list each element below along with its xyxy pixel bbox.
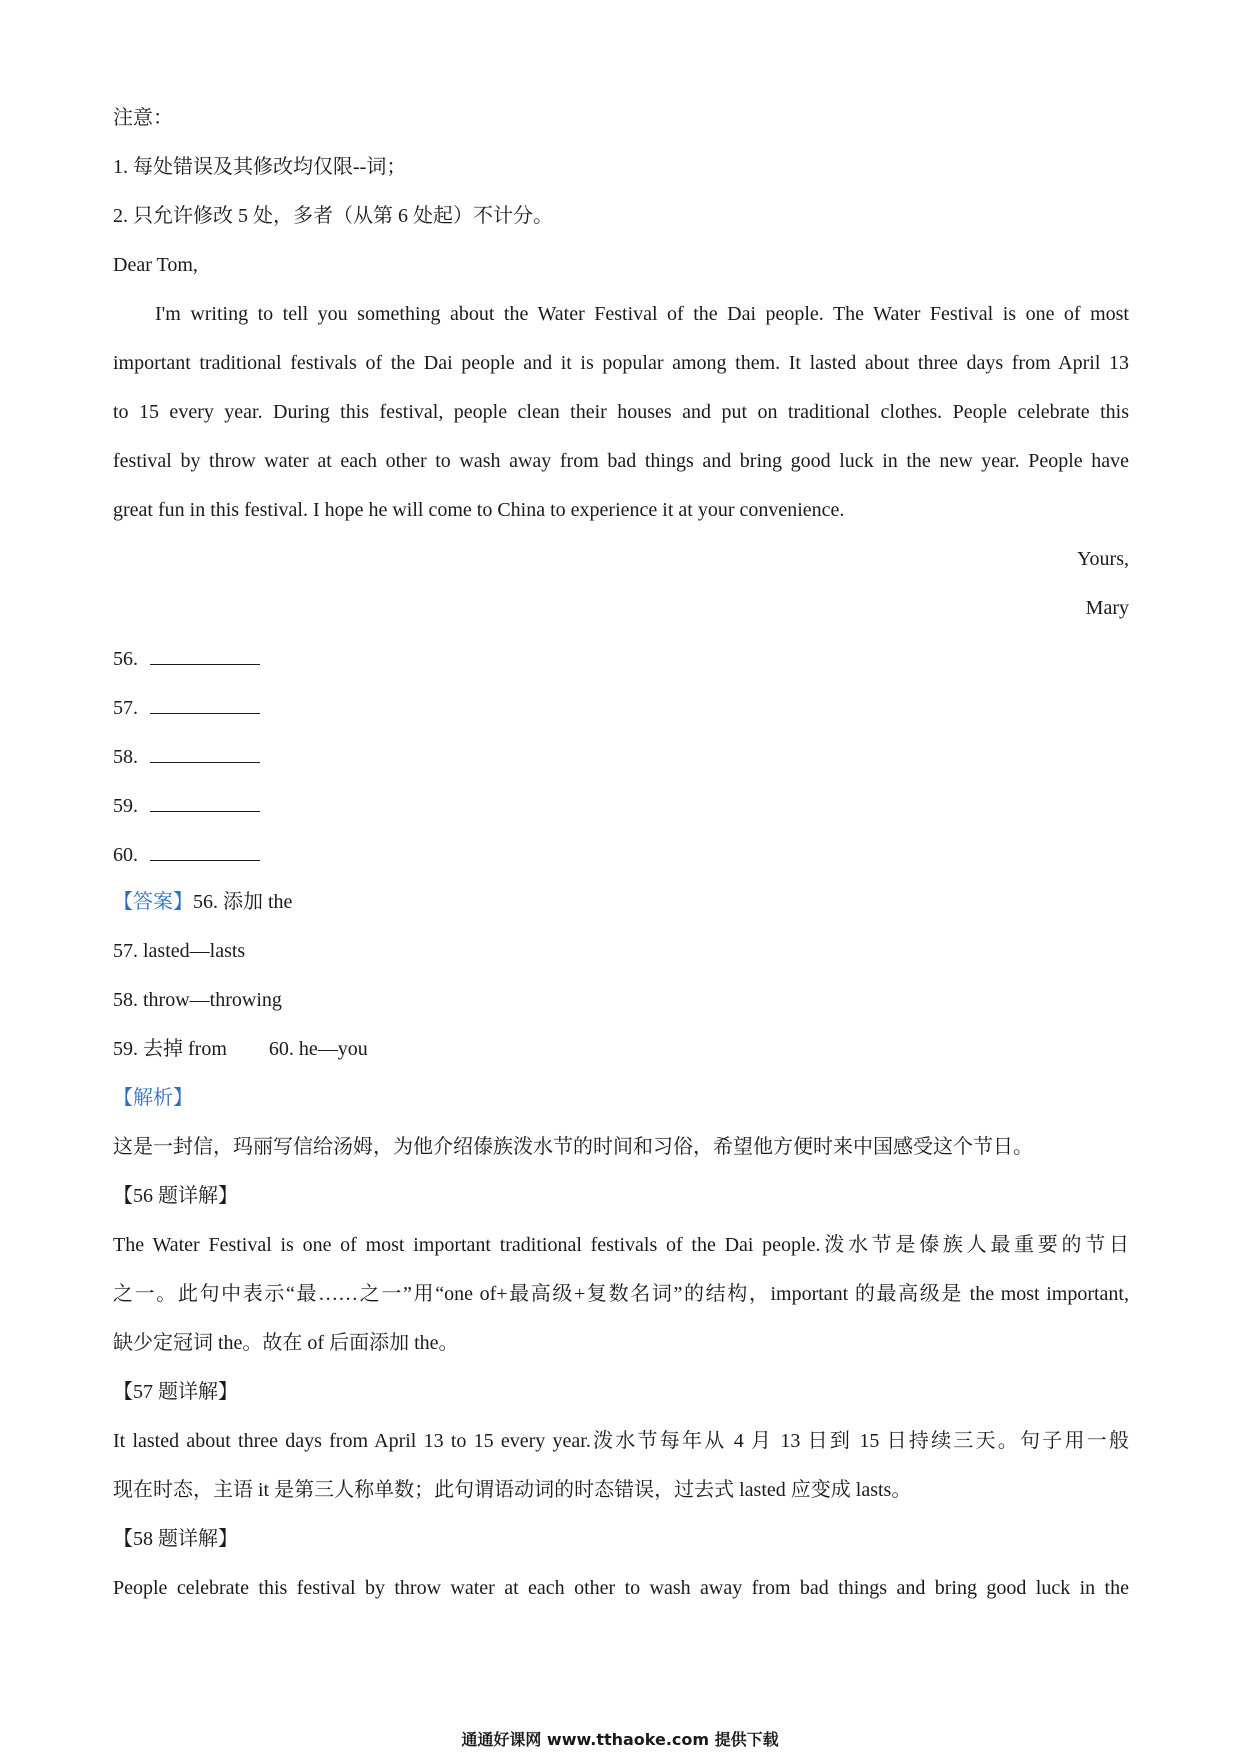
- letter-line: great fun in this festival. I hope he will come to China to experience it at your convenience.: [113, 499, 845, 521]
- question-59: [113, 791, 1129, 819]
- answer-blank-59[interactable]: [150, 791, 260, 812]
- answer-blank-58[interactable]: [150, 742, 260, 763]
- answer-blank-56[interactable]: [150, 644, 260, 665]
- note-item-1: 1. 每处错误及其修改均仅限--词；: [113, 156, 407, 178]
- detail-heading-57: 【57 题详解】: [113, 1381, 238, 1403]
- letter-line: I'm writing to tell you something about the Water Festival of the Dai people. The Water Festival is one of most: [155, 303, 1129, 325]
- letter-signature: Mary: [1085, 597, 1129, 619]
- detail-line: 现在时态，主语 it 是第三人称单数；此句谓语动词的时态错误，过去式 lasted 应变成 lasts。: [113, 1479, 912, 1501]
- answer-60: 60. he—you: [268, 1038, 368, 1060]
- answer-56: 56. 添加 the: [193, 891, 293, 913]
- answer-blank-60[interactable]: [150, 840, 260, 861]
- answer-58: 58. throw—throwing: [113, 989, 282, 1011]
- answer-label: 【答案】: [113, 891, 193, 913]
- question-60: [113, 840, 1129, 868]
- letter-salutation: Dear Tom,: [113, 254, 198, 276]
- answer-line-59-60: [113, 1036, 1129, 1062]
- detail-heading-58: 【58 题详解】: [113, 1528, 238, 1550]
- letter-line: to 15 every year. During this festival, people clean their houses and put on traditional clothes. People celebrate this: [113, 401, 1129, 423]
- question-56: [113, 644, 1129, 672]
- letter-line: important traditional festivals of the Dai people and it is popular among them. It lasted about three days from April 13: [113, 352, 1129, 374]
- question-number: 58.: [113, 746, 138, 768]
- answer-line-56: [113, 889, 1129, 915]
- detail-line: 之一。此句中表示“最……之一”用“one of+最高级+复数名词”的结构，important 的最高级是 the most important,: [113, 1283, 1129, 1305]
- detail-heading-56: 【56 题详解】: [113, 1185, 238, 1207]
- question-number: 57.: [113, 697, 138, 719]
- note-heading: 注意：: [113, 107, 173, 129]
- answer-57: 57. lasted—lasts: [113, 940, 246, 962]
- detail-line: People celebrate this festival by throw water at each other to wash away from bad things and bring good luck in the: [113, 1577, 1129, 1599]
- detail-line: It lasted about three days from April 13 to 15 every year.泼水节每年从 4 月 13 日到 15 日持续三天。句子用一般: [113, 1430, 1129, 1452]
- footer-watermark: 通通好课网 www.tthaoke.com 提供下载: [461, 1730, 779, 1749]
- analysis-summary: 这是一封信，玛丽写信给汤姆，为他介绍傣族泼水节的时间和习俗，希望他方便时来中国感受这个节日。: [113, 1136, 1033, 1158]
- question-57: [113, 693, 1129, 721]
- question-number: 59.: [113, 795, 138, 817]
- question-58: [113, 742, 1129, 770]
- detail-line: 缺少定冠词 the。故在 of 后面添加 the。: [113, 1332, 459, 1354]
- answer-blank-57[interactable]: [150, 693, 260, 714]
- detail-line: The Water Festival is one of most important traditional festivals of the Dai people.泼水节是傣族人最重要的节日: [113, 1234, 1129, 1256]
- note-item-2: 2. 只允许修改 5 处，多者（从第 6 处起）不计分。: [113, 205, 553, 227]
- analysis-label: 【解析】: [113, 1087, 193, 1109]
- letter-line: festival by throw water at each other to wash away from bad things and bring good luck in the new year. People have: [113, 450, 1129, 472]
- question-number: 60.: [113, 844, 138, 866]
- answer-59: 59. 去掉 from: [113, 1038, 227, 1060]
- letter-closing: Yours,: [1077, 548, 1129, 570]
- question-number: 56.: [113, 648, 138, 670]
